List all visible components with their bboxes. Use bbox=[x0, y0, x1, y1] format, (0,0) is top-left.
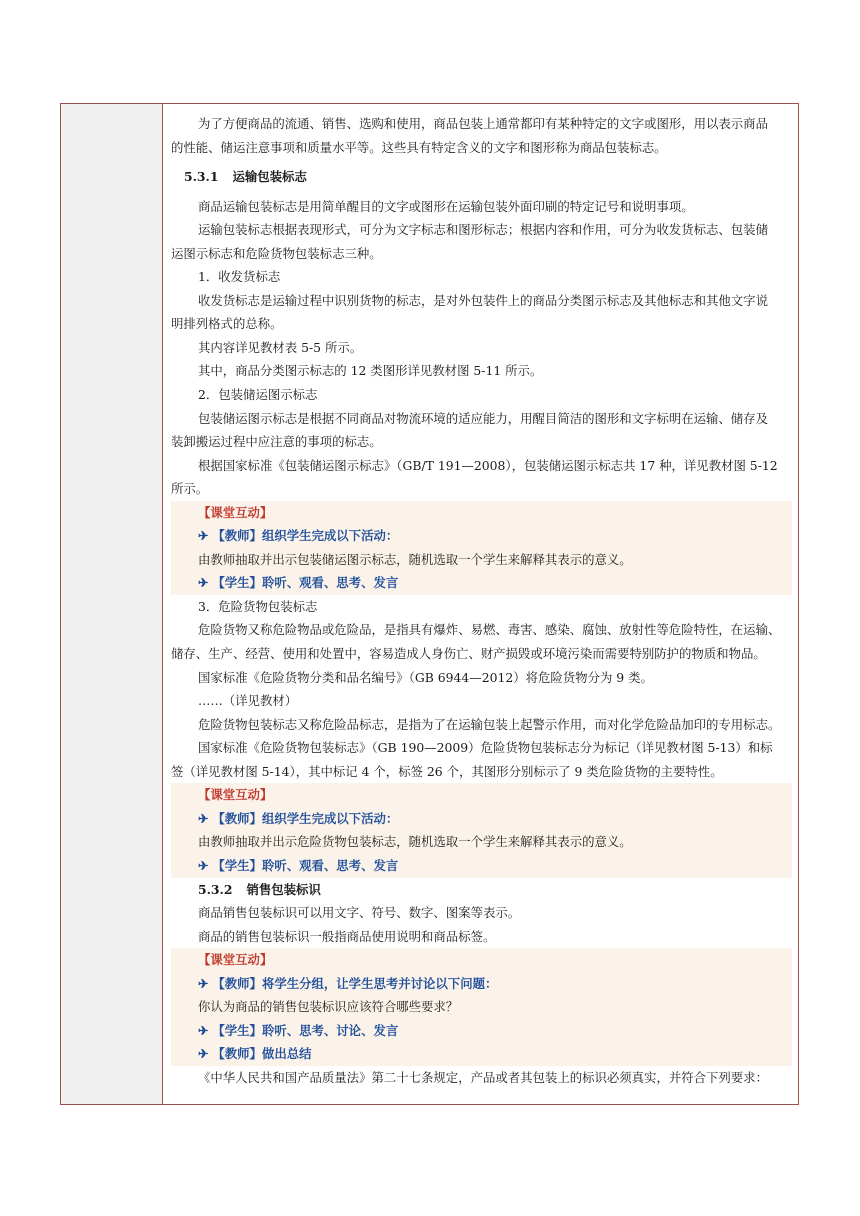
student-response: ✈ 【学生】聆听、观看、思考、发言 bbox=[198, 857, 399, 873]
item-heading-3: 3．危险货物包装标志 bbox=[198, 598, 318, 614]
paragraph: 商品销售包装标识可以用文字、符号、数字、图案等表示。 bbox=[198, 905, 521, 921]
airplane-icon: ✈ bbox=[198, 857, 209, 873]
interaction-title: 【课堂互动】 bbox=[198, 787, 273, 803]
airplane-icon: ✈ bbox=[198, 1022, 209, 1038]
paragraph: 储存、生产、经营、使用和处置中，容易造成人身伤亡、财产损毁或环境污染而需要特别防护的物质和物品。 bbox=[171, 646, 766, 662]
paragraph: 装卸搬运过程中应注意的事项的标志。 bbox=[171, 434, 382, 450]
section-title: 销售包装标识 bbox=[246, 881, 321, 897]
interaction-title: 【课堂互动】 bbox=[198, 952, 273, 968]
paragraph: 国家标准《危险货物包装标志》（GB 190—2009）危险货物包装标志分为标记（详见教材图 5-13）和标 bbox=[198, 740, 773, 756]
paragraph: ……（详见教材） bbox=[198, 693, 298, 709]
paragraph: 危险货物包装标志又称危险品标志，是指为了在运输包装上起警示作用，而对化学危险品加印的专用标志。 bbox=[198, 716, 781, 732]
student-response: ✈ 【学生】聆听、观看、思考、发言 bbox=[198, 575, 399, 591]
classroom-interaction-box-2 bbox=[171, 783, 792, 877]
activity-text: 由教师抽取并出示包装储运图示标志，随机选取一个学生来解释其表示的意义。 bbox=[198, 551, 632, 567]
discussion-question: 你认为商品的销售包装标识应该符合哪些要求？ bbox=[198, 999, 459, 1015]
section-title: 运输包装标志 bbox=[232, 169, 307, 185]
airplane-icon: ✈ bbox=[198, 810, 209, 826]
intro-line-1: 为了方便商品的流通、销售、选购和使用，商品包装上通常都印有某种特定的文字或图形，用以表示商品 bbox=[198, 116, 768, 131]
teacher-instruction: ✈ 【教师】组织学生完成以下活动： bbox=[198, 528, 399, 544]
left-column bbox=[61, 104, 163, 1104]
activity-text: 由教师抽取并出示危险货物包装标志，随机选取一个学生来解释其表示的意义。 bbox=[198, 834, 632, 850]
teacher-instruction: ✈ 【教师】组织学生完成以下活动： bbox=[198, 810, 399, 826]
paragraph: 所示。 bbox=[171, 481, 209, 497]
airplane-icon: ✈ bbox=[198, 1046, 209, 1062]
item-heading-1: 1．收发货标志 bbox=[198, 269, 281, 285]
paragraph: 根据国家标准《包装储运图示标志》（GB/T 191—2008），包装储运图示标志共 17 种，详见教材图 5-12 bbox=[198, 457, 778, 473]
paragraph: 其中，商品分类图示标志的 12 类图形详见教材图 5-11 所示。 bbox=[198, 363, 543, 379]
paragraph: 运输包装标志根据表现形式，可分为文字标志和图形标志；根据内容和作用，可分为收发货标志、包装储 bbox=[198, 222, 768, 238]
paragraph: 《中华人民共和国产品质量法》第二十七条规定，产品或者其包装上的标识必须真实，并符合下列要求： bbox=[198, 1069, 768, 1085]
content-table bbox=[60, 103, 799, 1105]
section-number: 5.3.1 bbox=[184, 169, 219, 185]
paragraph: 商品的销售包装标识一般指商品使用说明和商品标签。 bbox=[198, 928, 496, 944]
paragraph: 运图示标志和危险货物包装标志三种。 bbox=[171, 245, 382, 261]
paragraph: 其内容详见教材表 5-5 所示。 bbox=[198, 339, 363, 355]
item-heading-2: 2．包装储运图示标志 bbox=[198, 387, 318, 403]
paragraph: 危险货物又称危险物品或危险品，是指具有爆炸、易燃、毒害、感染、腐蚀、放射性等危险特性，在运输、 bbox=[198, 622, 781, 638]
classroom-interaction-box-1 bbox=[171, 501, 792, 595]
student-response: ✈ 【学生】聆听、思考、讨论、发言 bbox=[198, 1022, 399, 1038]
interaction-title: 【课堂互动】 bbox=[198, 504, 273, 520]
airplane-icon: ✈ bbox=[198, 575, 209, 591]
lesson-content bbox=[171, 112, 792, 1089]
section-heading-5-3-1 bbox=[171, 165, 792, 189]
paragraph: 收发货标志是运输过程中识别货物的标志，是对外包装件上的商品分类图示标志及其他标志和其他文字说 bbox=[198, 292, 768, 308]
classroom-interaction-box-3 bbox=[171, 948, 792, 1066]
paragraph: 签（详见教材图 5-14），其中标记 4 个，标签 26 个，其图形分别标示了 9 类危险货物的主要特性。 bbox=[171, 763, 723, 779]
paragraph: 商品运输包装标志是用简单醒目的文字或图形在运输包装外面印刷的特定记号和说明事项。 bbox=[198, 198, 694, 214]
paragraph: 明排列格式的总称。 bbox=[171, 316, 283, 332]
airplane-icon: ✈ bbox=[198, 528, 209, 544]
intro-line-2: 的性能、储运注意事项和质量水平等。这些具有特定含义的文字和图形称为商品包装标志。 bbox=[171, 139, 667, 155]
section-number: 5.3.2 bbox=[198, 881, 233, 897]
section-heading-5-3-2 bbox=[171, 878, 792, 902]
paragraph: 国家标准《危险货物分类和品名编号》（GB 6944—2012）将危险货物分为 9 类。 bbox=[198, 669, 653, 685]
teacher-summary: ✈ 【教师】做出总结 bbox=[198, 1046, 312, 1062]
airplane-icon: ✈ bbox=[198, 975, 209, 991]
paragraph: 包装储运图示标志是根据不同商品对物流环境的适应能力，用醒目简洁的图形和文字标明在运输、储存及 bbox=[198, 410, 768, 426]
teacher-instruction: ✈ 【教师】将学生分组，让学生思考并讨论以下问题： bbox=[198, 975, 498, 991]
